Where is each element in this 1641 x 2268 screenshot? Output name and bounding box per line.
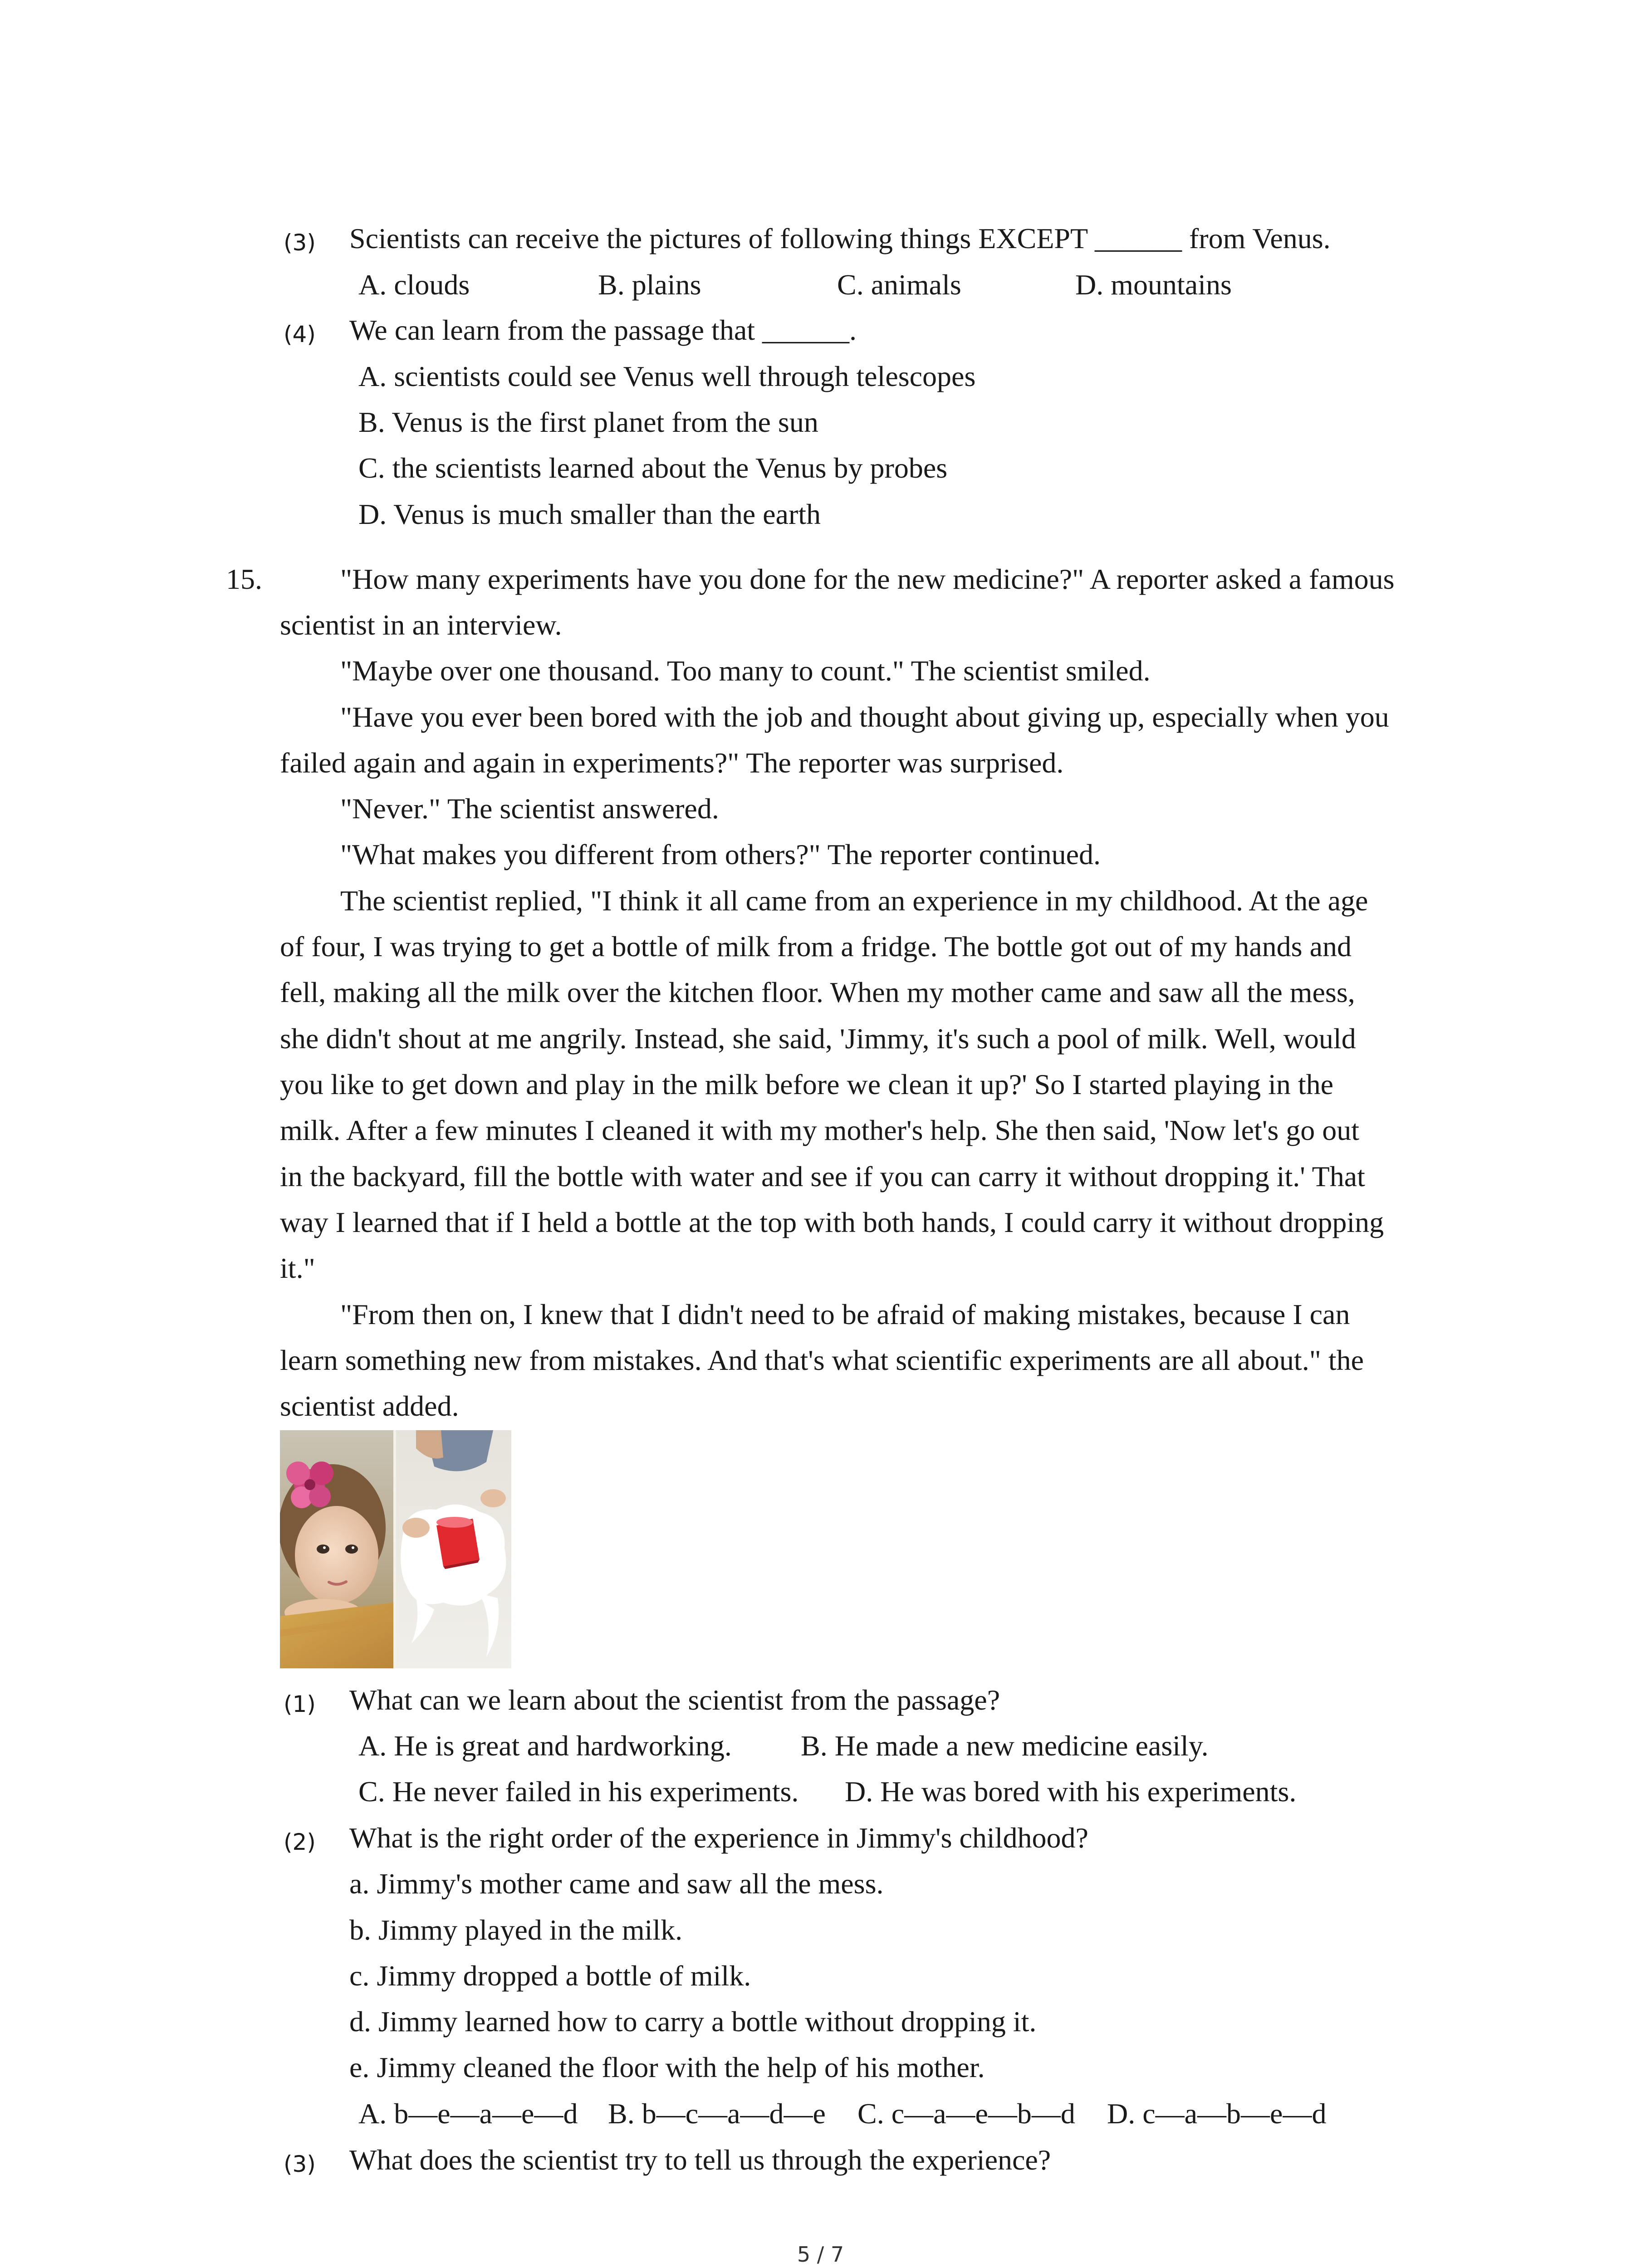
option-c: C. the scientists learned about the Venus by probes [358,452,948,484]
event-item: a. Jimmy's mother came and saw all the mess. [349,1867,884,1900]
question-number: (4) [284,321,316,347]
question-stem: What can we learn about the scientist from the passage? [349,1684,1000,1716]
option-b: B. Venus is the first planet from the sun [358,406,818,438]
question-stem: We can learn from the passage that ______. [349,314,857,346]
passage-line: failed again and again in experiments?" The reporter was surprised. [280,747,1064,779]
option-c: C. c—a—e—b—d [857,2097,1075,2130]
question-stem: What does the scientist try to tell us through the experience? [349,2144,1051,2176]
passage-line: you like to get down and play in the milk before we clean it up?' So I started playing in the [280,1068,1334,1100]
passage-line: way I learned that if I held a bottle at the top with both hands, I could carry it without dropping [280,1206,1384,1238]
question-number: (3) [284,230,316,256]
passage-line: fell, making all the milk over the kitchen floor. When my mother came and saw all the mess, [280,976,1355,1008]
passage-line: The scientist replied, "I think it all came from an experience in my childhood. At the age [340,885,1368,917]
option-a: A. He is great and hardworking. [358,1730,732,1762]
event-item: d. Jimmy learned how to carry a bottle without dropping it. [349,2005,1037,2038]
passage-line: of four, I was trying to get a bottle of milk from a fridge. The bottle got out of my hands and [280,930,1352,963]
event-item: b. Jimmy played in the milk. [349,1914,683,1946]
option-d: D. He was bored with his experiments. [845,1775,1297,1808]
passage-line: milk. After a few minutes I cleaned it with my mother's help. She then said, 'Now let's go out [280,1114,1360,1146]
option-d: D. Venus is much smaller than the earth [358,498,821,530]
option-d: D. mountains [1075,269,1232,301]
question-number: (3) [284,2151,316,2177]
passage-line: scientist in an interview. [280,609,562,641]
passage-line: "How many experiments have you done for the new medicine?" A reporter asked a famous [340,563,1395,595]
option-d: D. c—a—b—e—d [1107,2097,1327,2130]
passage-line: "Maybe over one thousand. Too many to count." The scientist smiled. [340,655,1151,687]
option-a: A. b—e—a—e—d [358,2097,578,2130]
option-b: B. He made a new medicine easily. [801,1730,1209,1762]
option-a: A. scientists could see Venus well through telescopes [358,360,976,392]
passage-line: "From then on, I knew that I didn't need to be afraid of making mistakes, because I can [340,1298,1350,1330]
question-number: (1) [284,1691,316,1717]
passage-line: learn something new from mistakes. And that's what scientific experiments are all about." the [280,1344,1364,1376]
question-number: (2) [284,1829,316,1855]
event-item: e. Jimmy cleaned the floor with the help of his mother. [349,2051,985,2083]
page-number: 5 / 7 [797,2242,844,2267]
passage-line: "Have you ever been bored with the job and thought about giving up, especially when you [340,701,1389,733]
passage-line: she didn't shout at me angrily. Instead, she said, 'Jimmy, it's such a pool of milk. Well, would [280,1022,1356,1055]
question-stem: What is the right order of the experience in Jimmy's childhood? [349,1822,1088,1854]
passage-line: scientist added. [280,1390,459,1422]
passage-line: it." [280,1252,315,1284]
girl-and-spilled-milk-image [280,1430,511,1668]
passage-line: in the backyard, fill the bottle with water and see if you can carry it without dropping it.' That [280,1160,1365,1193]
option-c: C. animals [837,269,961,301]
passage-illustration [280,1430,511,1668]
question-15-number: 15. [226,563,262,595]
passage-line: "Never." The scientist answered. [340,792,719,825]
question-stem: Scientists can receive the pictures of following things EXCEPT ______ from Venus. [349,222,1331,254]
option-a: A. clouds [358,269,470,301]
event-item: c. Jimmy dropped a bottle of milk. [349,1960,751,1992]
option-b: B. plains [598,269,701,301]
passage-line: "What makes you different from others?" The reporter continued. [340,838,1101,870]
option-b: B. b—c—a—d—e [608,2097,826,2130]
option-c: C. He never failed in his experiments. [358,1775,799,1808]
